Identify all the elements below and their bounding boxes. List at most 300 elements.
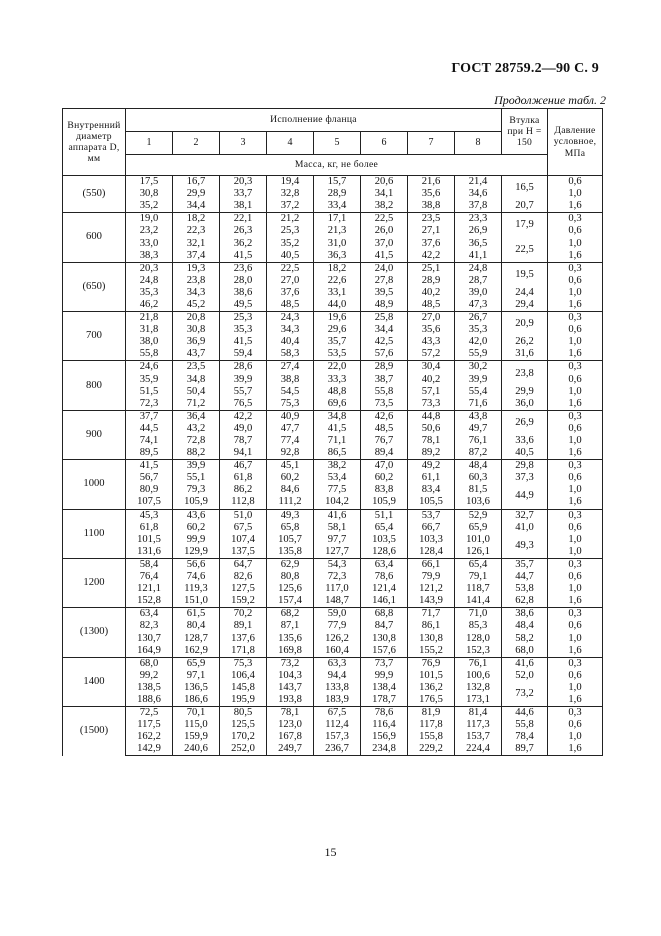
mass-cell: 37,2 xyxy=(267,200,314,213)
mass-cell: 30,8 xyxy=(126,188,173,200)
mass-cell: 67,5 xyxy=(220,522,267,534)
mass-cell: 94,1 xyxy=(220,447,267,460)
mass-cell: 37,4 xyxy=(173,250,220,263)
mass-cell: 131,6 xyxy=(126,546,173,559)
mass-cell: 49,7 xyxy=(455,423,502,435)
mass-cell: 41,5 xyxy=(361,250,408,263)
mass-cell: 70,1 xyxy=(173,707,220,720)
mass-cell: 57,6 xyxy=(361,348,408,361)
table-row xyxy=(63,620,603,632)
mass-cell: 78,6 xyxy=(361,707,408,720)
mass-cell: 40,2 xyxy=(408,287,455,299)
mass-cell: 32,1 xyxy=(173,237,220,249)
mass-cell: 47,7 xyxy=(267,423,314,435)
pressure-cell: 0,3 xyxy=(548,361,603,374)
mass-cell: 142,9 xyxy=(126,743,173,756)
mass-cell: 157,3 xyxy=(314,731,361,743)
mass-cell: 133,8 xyxy=(314,682,361,694)
mass-cell: 94,4 xyxy=(314,670,361,682)
sleeve-mass-cell: 26,9 xyxy=(502,410,548,435)
mass-cell: 69,6 xyxy=(314,398,361,411)
pressure-cell: 1,0 xyxy=(548,731,603,743)
mass-cell: 76,5 xyxy=(220,398,267,411)
mass-cell: 130,8 xyxy=(361,632,408,644)
mass-cell: 28,7 xyxy=(455,275,502,287)
mass-cell: 63,3 xyxy=(314,657,361,670)
mass-cell: 155,2 xyxy=(408,645,455,658)
mass-cell: 72,8 xyxy=(173,435,220,447)
mass-cell: 87,2 xyxy=(455,447,502,460)
mass-cell: 20,6 xyxy=(361,176,408,189)
mass-cell: 25,8 xyxy=(361,312,408,325)
mass-cell: 20,3 xyxy=(126,262,173,275)
table-row xyxy=(63,348,603,361)
mass-cell: 29,9 xyxy=(173,188,220,200)
mass-cell: 101,0 xyxy=(455,534,502,546)
mass-cell: 132,8 xyxy=(455,682,502,694)
execution-number-8: 8 xyxy=(455,132,502,155)
mass-cell: 236,7 xyxy=(314,743,361,756)
inner-diameter-cell: 1000 xyxy=(63,460,126,509)
mass-cell: 60,2 xyxy=(173,522,220,534)
mass-cell: 19,3 xyxy=(173,262,220,275)
inner-diameter-cell: (550) xyxy=(63,176,126,213)
mass-cell: 47,0 xyxy=(361,460,408,473)
pressure-cell: 1,6 xyxy=(548,348,603,361)
pressure-cell: 0,6 xyxy=(548,275,603,287)
mass-cell: 138,4 xyxy=(361,682,408,694)
mass-cell: 60,3 xyxy=(455,472,502,484)
mass-cell: 78,1 xyxy=(267,707,314,720)
mass-cell: 55,8 xyxy=(126,348,173,361)
mass-cell: 38,2 xyxy=(361,200,408,213)
pressure-cell: 0,6 xyxy=(548,670,603,682)
mass-cell: 128,6 xyxy=(361,546,408,559)
sleeve-mass-cell: 49,3 xyxy=(502,534,548,559)
mass-cell: 107,4 xyxy=(220,534,267,546)
mass-cell: 27,4 xyxy=(267,361,314,374)
mass-cell: 62,9 xyxy=(267,558,314,571)
pressure-cell: 0,3 xyxy=(548,608,603,621)
pressure-cell: 0,3 xyxy=(548,460,603,473)
mass-cell: 68,2 xyxy=(267,608,314,621)
mass-cell: 97,7 xyxy=(314,534,361,546)
table-row xyxy=(63,484,603,496)
mass-cell: 84,7 xyxy=(361,620,408,632)
mass-cell: 35,6 xyxy=(408,188,455,200)
table-row xyxy=(63,608,603,621)
mass-cell: 37,0 xyxy=(361,237,408,249)
mass-cell: 188,6 xyxy=(126,694,173,707)
mass-cell: 159,2 xyxy=(220,595,267,608)
mass-cell: 83,4 xyxy=(408,484,455,496)
inner-diameter-cell: (650) xyxy=(63,262,126,311)
pressure-cell: 0,3 xyxy=(548,410,603,423)
table-row xyxy=(63,176,603,189)
mass-cell: 81,4 xyxy=(455,707,502,720)
mass-cell: 103,6 xyxy=(455,496,502,509)
pressure-cell: 1,6 xyxy=(548,496,603,509)
mass-cell: 136,2 xyxy=(408,682,455,694)
mass-cell: 24,0 xyxy=(361,262,408,275)
mass-cell: 53,7 xyxy=(408,509,455,522)
mass-cell: 38,1 xyxy=(220,200,267,213)
mass-cell: 40,5 xyxy=(267,250,314,263)
mass-cell: 61,8 xyxy=(126,522,173,534)
mass-cell: 28,6 xyxy=(220,361,267,374)
sleeve-mass-cell: 29,8 xyxy=(502,460,548,473)
mass-cell: 33,3 xyxy=(314,374,361,386)
table-row xyxy=(63,719,603,731)
sleeve-mass-cell: 89,7 xyxy=(502,743,548,756)
table-row xyxy=(63,707,603,720)
mass-cell: 40,2 xyxy=(408,374,455,386)
mass-cell: 24,6 xyxy=(126,361,173,374)
mass-cell: 49,0 xyxy=(220,423,267,435)
mass-cell: 193,8 xyxy=(267,694,314,707)
mass-cell: 22,3 xyxy=(173,225,220,237)
mass-cell: 43,6 xyxy=(173,509,220,522)
sleeve-mass-cell: 55,8 xyxy=(502,719,548,731)
mass-cell: 152,3 xyxy=(455,645,502,658)
mass-cell: 34,8 xyxy=(314,410,361,423)
mass-cell: 170,2 xyxy=(220,731,267,743)
mass-cell: 61,1 xyxy=(408,472,455,484)
mass-cell: 41,5 xyxy=(220,336,267,348)
inner-diameter-cell: 1400 xyxy=(63,657,126,706)
pressure-cell: 1,0 xyxy=(548,534,603,546)
inner-diameter-cell: (1500) xyxy=(63,707,126,756)
mass-cell: 73,3 xyxy=(408,398,455,411)
mass-cell: 155,8 xyxy=(408,731,455,743)
mass-cell: 229,2 xyxy=(408,743,455,756)
mass-cell: 40,4 xyxy=(267,336,314,348)
mass-cell: 105,5 xyxy=(408,496,455,509)
mass-cell: 89,4 xyxy=(361,447,408,460)
inner-diameter-cell: 600 xyxy=(63,213,126,262)
mass-cell: 27,0 xyxy=(408,312,455,325)
pressure-cell: 0,6 xyxy=(548,472,603,484)
mass-cell: 54,5 xyxy=(267,386,314,398)
sleeve-mass-cell: 17,9 xyxy=(502,213,548,238)
mass-cell: 17,5 xyxy=(126,176,173,189)
table-row xyxy=(63,472,603,484)
table-row xyxy=(63,398,603,411)
mass-cell: 36,9 xyxy=(173,336,220,348)
pressure-cell: 0,3 xyxy=(548,558,603,571)
sleeve-mass-cell: 78,4 xyxy=(502,731,548,743)
mass-cell: 31,8 xyxy=(126,324,173,336)
mass-cell: 89,2 xyxy=(408,447,455,460)
mass-cell: 15,7 xyxy=(314,176,361,189)
mass-cell: 137,5 xyxy=(220,546,267,559)
mass-cell: 42,2 xyxy=(408,250,455,263)
mass-cell: 38,6 xyxy=(220,287,267,299)
mass-cell: 22,5 xyxy=(361,213,408,226)
mass-cell: 26,9 xyxy=(455,225,502,237)
mass-cell: 25,1 xyxy=(408,262,455,275)
table-row xyxy=(63,534,603,546)
pressure-cell: 0,6 xyxy=(548,423,603,435)
mass-cell: 67,5 xyxy=(314,707,361,720)
table-row xyxy=(63,571,603,583)
sleeve-mass-cell: 24,4 xyxy=(502,287,548,299)
mass-cell: 46,7 xyxy=(220,460,267,473)
mass-cell: 63,4 xyxy=(361,558,408,571)
mass-cell: 48,5 xyxy=(361,423,408,435)
mass-cell: 34,4 xyxy=(361,324,408,336)
mass-cell: 61,8 xyxy=(220,472,267,484)
inner-diameter-header: Внутренний диаметр аппарата D, мм xyxy=(63,109,126,176)
mass-cell: 21,4 xyxy=(455,176,502,189)
mass-cell: 167,8 xyxy=(267,731,314,743)
mass-cell: 23,6 xyxy=(220,262,267,275)
mass-cell: 31,0 xyxy=(314,237,361,249)
mass-cell: 117,0 xyxy=(314,583,361,595)
mass-cell: 100,6 xyxy=(455,670,502,682)
sleeve-mass-cell: 62,8 xyxy=(502,595,548,608)
mass-cell: 71,6 xyxy=(455,398,502,411)
mass-cell: 38,2 xyxy=(314,460,361,473)
mass-cell: 162,9 xyxy=(173,645,220,658)
mass-cell: 42,0 xyxy=(455,336,502,348)
mass-cell: 171,8 xyxy=(220,645,267,658)
mass-cell: 35,2 xyxy=(126,200,173,213)
table-row xyxy=(63,743,603,756)
mass-cell: 59,4 xyxy=(220,348,267,361)
mass-cell: 18,2 xyxy=(173,213,220,226)
mass-cell: 72,5 xyxy=(126,707,173,720)
mass-cell: 50,4 xyxy=(173,386,220,398)
mass-cell: 40,9 xyxy=(267,410,314,423)
mass-cell: 76,4 xyxy=(126,571,173,583)
sleeve-mass-cell: 20,7 xyxy=(502,200,548,213)
inner-diameter-cell: 800 xyxy=(63,361,126,410)
mass-cell: 19,0 xyxy=(126,213,173,226)
mass-cell: 26,3 xyxy=(220,225,267,237)
mass-cell: 104,2 xyxy=(314,496,361,509)
mass-cell: 22,5 xyxy=(267,262,314,275)
mass-cell: 75,3 xyxy=(267,398,314,411)
table-row xyxy=(63,522,603,534)
mass-cell: 17,1 xyxy=(314,213,361,226)
mass-cell: 141,4 xyxy=(455,595,502,608)
mass-cell: 112,8 xyxy=(220,496,267,509)
sleeve-mass-cell: 41,6 xyxy=(502,657,548,670)
mass-cell: 18,2 xyxy=(314,262,361,275)
mass-cell: 65,4 xyxy=(361,522,408,534)
execution-number-5: 5 xyxy=(314,132,361,155)
pressure-cell: 1,0 xyxy=(548,682,603,694)
pressure-cell: 1,6 xyxy=(548,200,603,213)
mass-cell: 37,8 xyxy=(455,200,502,213)
mass-cell: 116,4 xyxy=(361,719,408,731)
mass-cell: 249,7 xyxy=(267,743,314,756)
mass-cell: 50,6 xyxy=(408,423,455,435)
sleeve-mass-cell: 44,7 xyxy=(502,571,548,583)
mass-cell: 38,7 xyxy=(361,374,408,386)
mass-cell: 99,9 xyxy=(361,670,408,682)
mass-cell: 53,4 xyxy=(314,472,361,484)
pressure-cell: 1,0 xyxy=(548,386,603,398)
mass-cell: 76,1 xyxy=(455,657,502,670)
mass-cell: 77,4 xyxy=(267,435,314,447)
mass-cell: 125,5 xyxy=(220,719,267,731)
mass-cell: 125,6 xyxy=(267,583,314,595)
mass-cell: 41,5 xyxy=(220,250,267,263)
pressure-cell: 0,6 xyxy=(548,225,603,237)
inner-diameter-cell: (1300) xyxy=(63,608,126,657)
mass-cell: 39,9 xyxy=(173,460,220,473)
mass-cell: 78,1 xyxy=(408,435,455,447)
mass-cell: 22,1 xyxy=(220,213,267,226)
mass-cell: 123,0 xyxy=(267,719,314,731)
mass-cell: 43,3 xyxy=(408,336,455,348)
mass-cell: 58,4 xyxy=(126,558,173,571)
mass-cell: 34,1 xyxy=(361,188,408,200)
inner-diameter-cell: 1200 xyxy=(63,558,126,607)
sleeve-mass-cell: 20,9 xyxy=(502,312,548,337)
mass-cell: 42,6 xyxy=(361,410,408,423)
mass-cell: 52,9 xyxy=(455,509,502,522)
mass-cell: 103,3 xyxy=(408,534,455,546)
pressure-cell: 1,6 xyxy=(548,250,603,263)
mass-cell: 28,9 xyxy=(361,361,408,374)
mass-cell: 28,9 xyxy=(314,188,361,200)
mass-cell: 33,4 xyxy=(314,200,361,213)
mass-cell: 148,7 xyxy=(314,595,361,608)
mass-cell: 21,2 xyxy=(267,213,314,226)
mass-cell: 51,5 xyxy=(126,386,173,398)
mass-cell: 35,2 xyxy=(267,237,314,249)
mass-cell: 78,6 xyxy=(361,571,408,583)
mass-cell: 111,2 xyxy=(267,496,314,509)
mass-cell: 23,3 xyxy=(455,213,502,226)
mass-cell: 152,8 xyxy=(126,595,173,608)
sleeve-mass-cell: 52,0 xyxy=(502,670,548,682)
mass-cell: 145,8 xyxy=(220,682,267,694)
pressure-cell: 0,6 xyxy=(548,522,603,534)
mass-cell: 126,2 xyxy=(314,632,361,644)
execution-number-1: 1 xyxy=(126,132,173,155)
mass-cell: 164,9 xyxy=(126,645,173,658)
mass-cell: 86,2 xyxy=(220,484,267,496)
mass-cell: 121,1 xyxy=(126,583,173,595)
sleeve-mass-cell: 33,6 xyxy=(502,435,548,447)
sleeve-mass-cell: 41,0 xyxy=(502,522,548,534)
mass-cell: 76,7 xyxy=(361,435,408,447)
table-row xyxy=(63,200,603,213)
mass-cell: 129,9 xyxy=(173,546,220,559)
mass-cell: 41,5 xyxy=(126,460,173,473)
mass-cell: 34,4 xyxy=(173,200,220,213)
sleeve-header: Втулка при H = 150 xyxy=(502,109,548,155)
mass-cell: 82,6 xyxy=(220,571,267,583)
mass-cell: 157,4 xyxy=(267,595,314,608)
sleeve-mass-cell: 35,7 xyxy=(502,558,548,571)
mass-cell: 63,4 xyxy=(126,608,173,621)
mass-cell: 88,2 xyxy=(173,447,220,460)
mass-cell: 64,7 xyxy=(220,558,267,571)
pressure-cell: 0,6 xyxy=(548,374,603,386)
mass-cell: 107,5 xyxy=(126,496,173,509)
mass-cell: 97,1 xyxy=(173,670,220,682)
sleeve-mass-cell: 68,0 xyxy=(502,645,548,658)
mass-cell: 173,1 xyxy=(455,694,502,707)
mass-cell: 89,1 xyxy=(220,620,267,632)
mass-cell: 130,7 xyxy=(126,632,173,644)
execution-number-6: 6 xyxy=(361,132,408,155)
mass-cell: 105,7 xyxy=(267,534,314,546)
mass-cell: 34,8 xyxy=(173,374,220,386)
mass-cell: 169,8 xyxy=(267,645,314,658)
mass-cell: 78,7 xyxy=(220,435,267,447)
mass-cell: 29,6 xyxy=(314,324,361,336)
mass-cell: 77,5 xyxy=(314,484,361,496)
mass-cell: 42,5 xyxy=(361,336,408,348)
mass-cell: 43,2 xyxy=(173,423,220,435)
sleeve-mass-cell: 26,2 xyxy=(502,336,548,348)
mass-cell: 65,8 xyxy=(267,522,314,534)
mass-cell: 74,1 xyxy=(126,435,173,447)
mass-cell: 118,7 xyxy=(455,583,502,595)
mass-cell: 135,8 xyxy=(267,546,314,559)
mass-cell: 41,1 xyxy=(455,250,502,263)
mass-cell: 24,8 xyxy=(126,275,173,287)
inner-diameter-cell: 1100 xyxy=(63,509,126,558)
sleeve-mass-cell: 31,6 xyxy=(502,348,548,361)
mass-cell: 28,9 xyxy=(408,275,455,287)
mass-cell: 19,4 xyxy=(267,176,314,189)
sleeve-mass-cell: 16,5 xyxy=(502,176,548,201)
mass-cell: 37,7 xyxy=(126,410,173,423)
mass-cell: 60,2 xyxy=(361,472,408,484)
mass-cell: 60,2 xyxy=(267,472,314,484)
mass-cell: 79,3 xyxy=(173,484,220,496)
mass-cell: 38,0 xyxy=(126,336,173,348)
mass-cell: 138,5 xyxy=(126,682,173,694)
pressure-cell: 0,3 xyxy=(548,262,603,275)
mass-cell: 55,4 xyxy=(455,386,502,398)
table-row xyxy=(63,645,603,658)
mass-cell: 22,6 xyxy=(314,275,361,287)
mass-cell: 33,7 xyxy=(220,188,267,200)
mass-cell: 71,1 xyxy=(314,435,361,447)
pressure-cell: 0,6 xyxy=(548,176,603,189)
mass-cell: 65,9 xyxy=(173,657,220,670)
pressure-cell: 0,3 xyxy=(548,213,603,226)
mass-cell: 73,5 xyxy=(361,398,408,411)
flange-mass-table xyxy=(62,108,603,756)
sleeve-mass-cell: 29,4 xyxy=(502,299,548,312)
table-row xyxy=(63,558,603,571)
mass-cell: 23,5 xyxy=(173,361,220,374)
mass-cell: 68,8 xyxy=(361,608,408,621)
table-row xyxy=(63,583,603,595)
mass-cell: 48,9 xyxy=(361,299,408,312)
mass-cell: 45,2 xyxy=(173,299,220,312)
table-row xyxy=(63,262,603,275)
mass-cell: 55,8 xyxy=(361,386,408,398)
table-row xyxy=(63,657,603,670)
mass-cell: 136,5 xyxy=(173,682,220,694)
mass-cell: 121,2 xyxy=(408,583,455,595)
mass-cell: 105,9 xyxy=(361,496,408,509)
mass-cell: 58,1 xyxy=(314,522,361,534)
pressure-cell: 1,0 xyxy=(548,583,603,595)
mass-cell: 21,8 xyxy=(126,312,173,325)
pressure-cell: 0,6 xyxy=(548,324,603,336)
